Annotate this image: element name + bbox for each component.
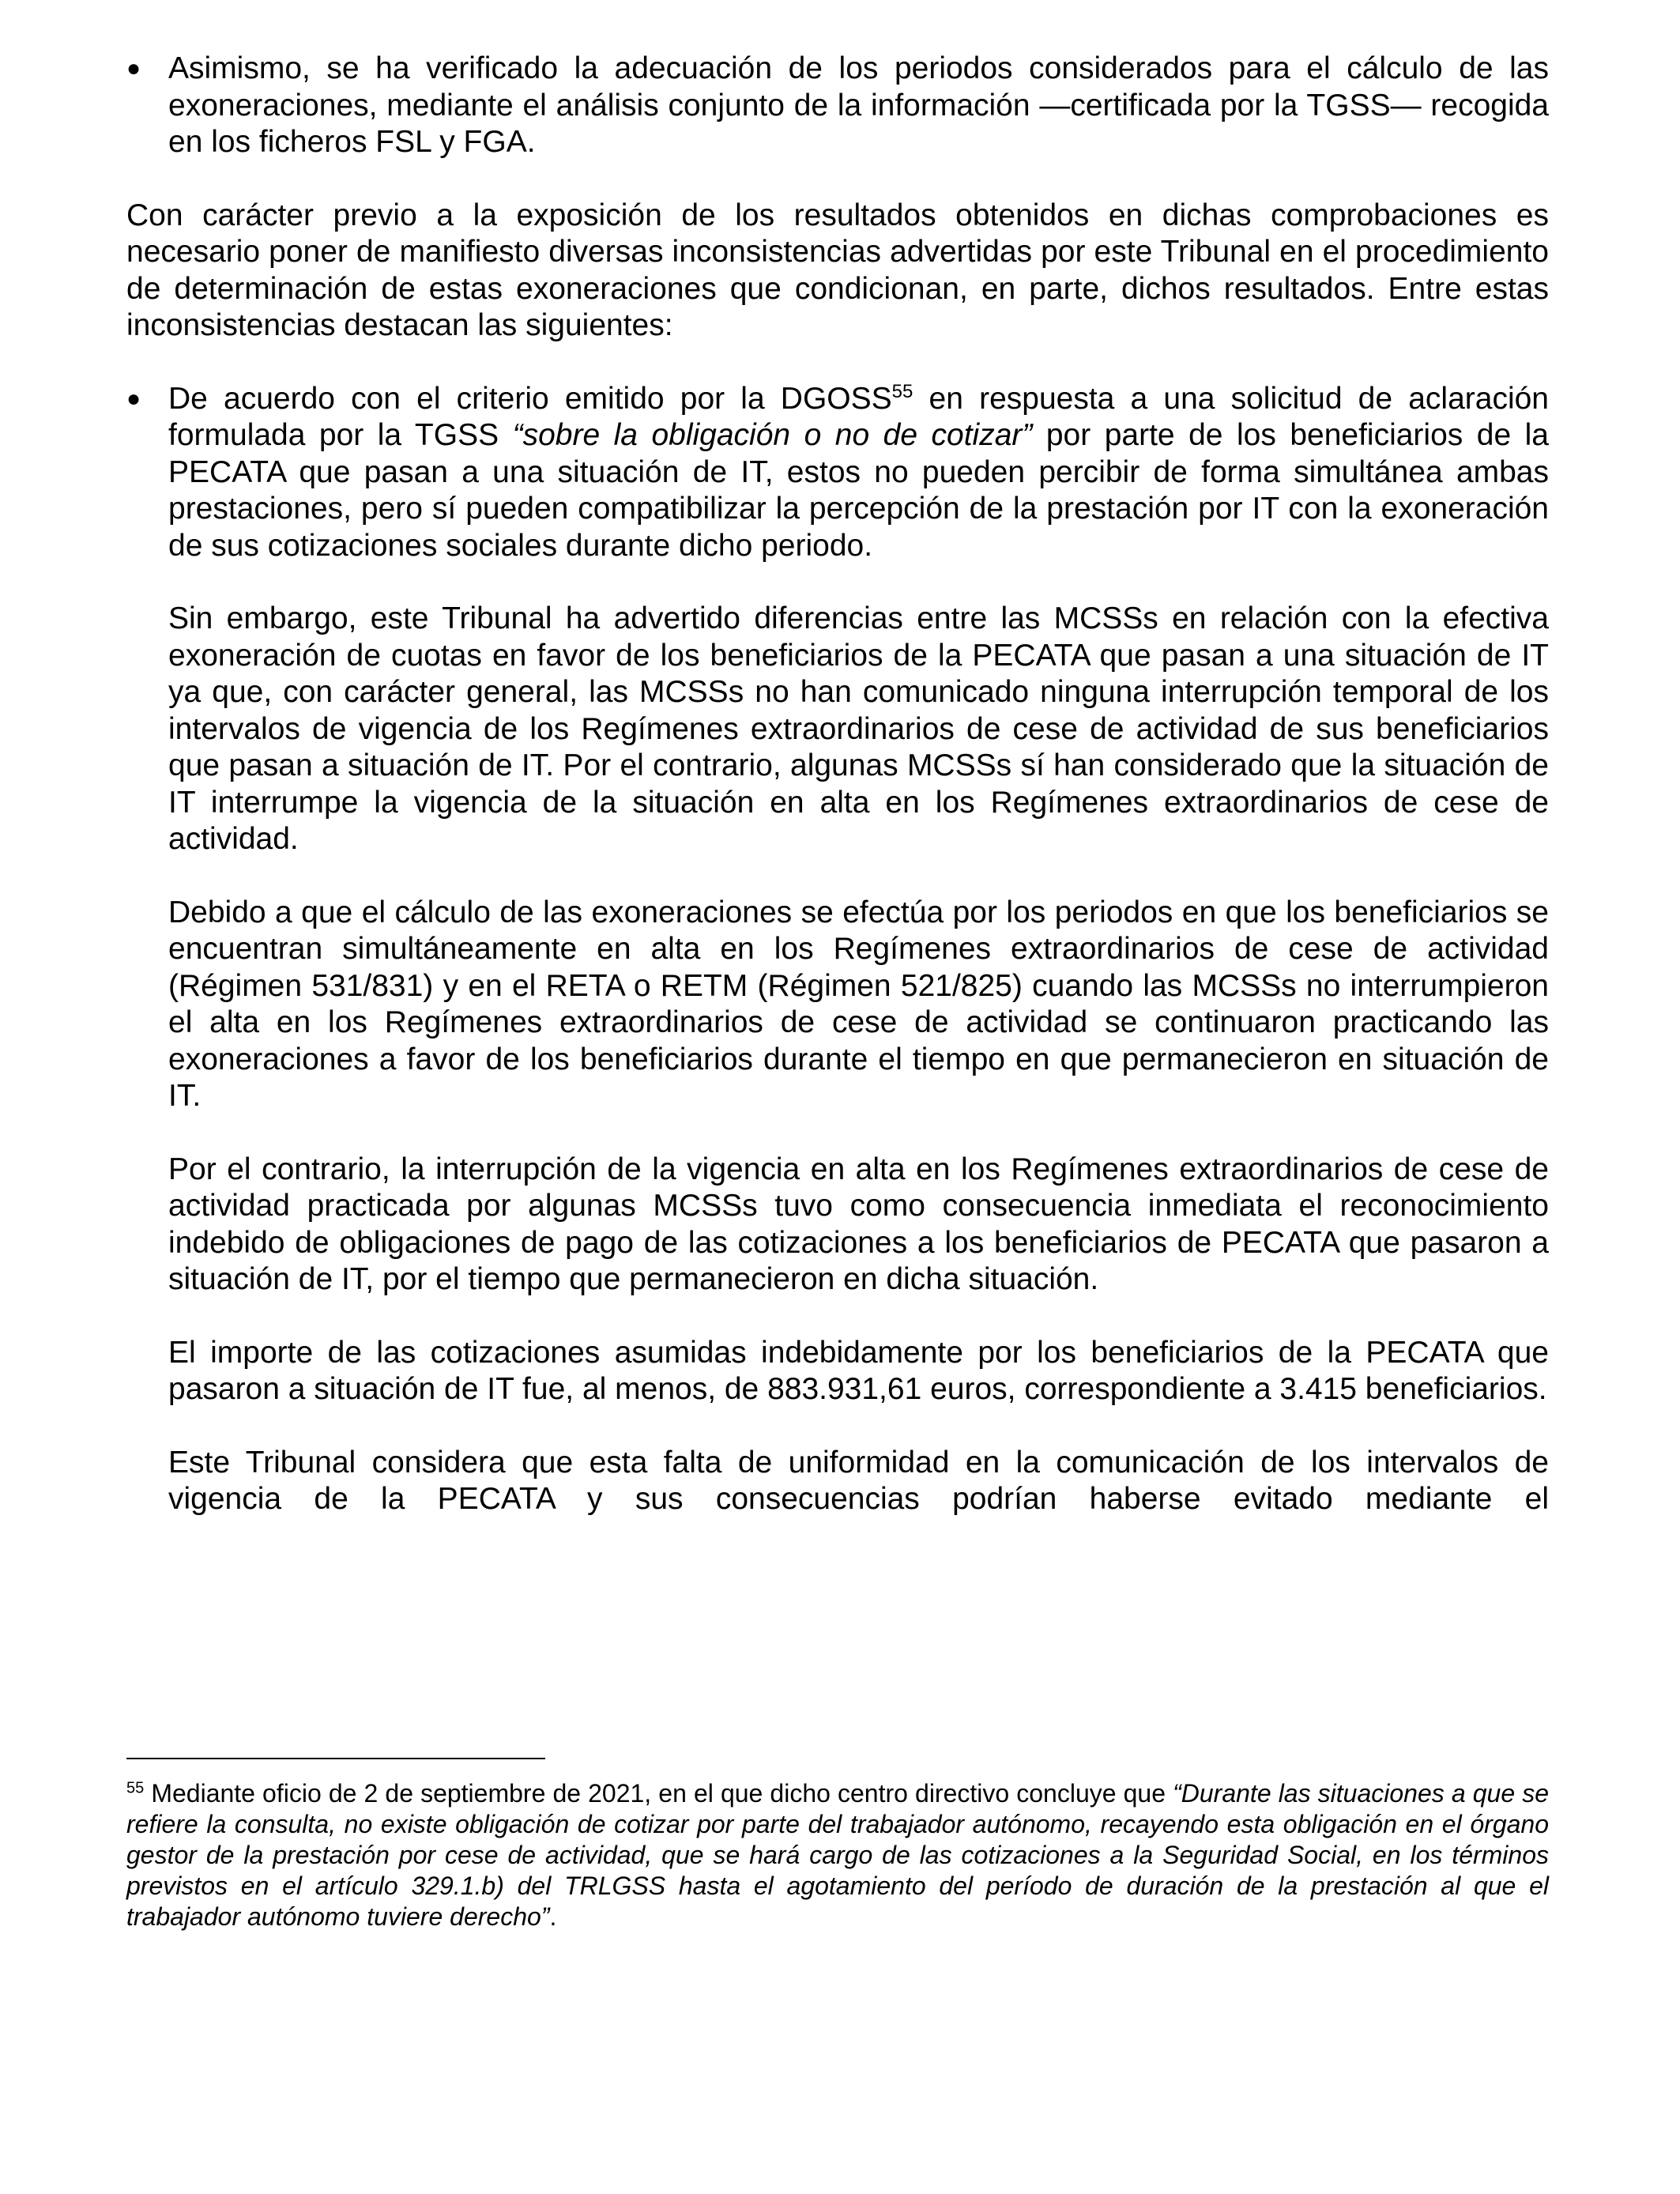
bullet-item-verification bbox=[126, 51, 1549, 161]
paragraph-calculation: Debido a que el cálculo de las exoneraciones se efectúa por los periodos en que los beneficiarios se encuentran simultáneamente en alta en los Regímenes extraordinarios de cese de actividad (Régimen 531/831) y en el RETA o RETM (Régimen 521/825) cuando las MCSSs no interrumpieron el alta en los Regímenes extraordinarios de cese de actividad se continuaron practicando las exoneraciones a favor de los beneficiarios durante el tiempo en que permanecieron en situación de IT. bbox=[168, 895, 1549, 1113]
document-body bbox=[126, 51, 1549, 1518]
bullet-icon: ● bbox=[126, 385, 141, 412]
bullet-text-quote: “sobre la obligación o no de cotizar” bbox=[512, 418, 1033, 452]
paragraph-amount: El importe de las cotizaciones asumidas indebidamente por los beneficiarios de la PECATA que pasaron a situación de IT fue, al menos, de 883.931,61 euros, correspondiente a 3.415 beneficiarios. bbox=[168, 1335, 1549, 1406]
indented-paragraphs bbox=[126, 601, 1549, 1518]
bullet-text bbox=[168, 381, 1549, 565]
paragraph-differences: Sin embargo, este Tribunal ha advertido diferencias entre las MCSSs en relación con la efectiva exoneración de cuotas en favor de los beneficiarios de la PECATA que pasan a una situación de IT ya que, con carácter general, las MCSSs no han comunicado ninguna interrupción temporal de los intervalos de vigencia de los Regímenes extraordinarios de cese de actividad de sus beneficiarios que pasan a situación de IT. Por el contrario, algunas MCSSs sí han considerado que la situación de IT interrumpe la vigencia de la situación en alta en los Regímenes extraordinarios de cese de actividad. bbox=[168, 601, 1549, 856]
footnote-quote: “Durante las situaciones a que se refiere la consulta, no existe obligación de cotizar por parte del trabajador autónomo, recayendo esta obligación en el órgano gestor de la prestación por cese de actividad, que se hará cargo de las cotizaciones a la Seguridad Social, en los términos previstos en el artículo 329.1.b) del TRLGSS hasta el agotamiento del período de duración de la prestación al que el trabajador autónomo tuviere derecho” bbox=[126, 1779, 1550, 1931]
paragraph-uniformity: Este Tribunal considera que esta falta de uniformidad en la comunicación de los intervalos de vigencia de la PECATA y sus consecuencias podrían haberse evitado mediante el bbox=[168, 1445, 1549, 1516]
footnote-separator bbox=[126, 1758, 545, 1759]
bullet-text-part-2: en respuesta a una solicitud de aclaración formulada por la TGSS bbox=[168, 381, 1549, 452]
paragraph-interruption: Por el contrario, la interrupción de la vigencia en alta en los Regímenes extraordinarios de cese de actividad practicada por algunas MCSSs tuvo como consecuencia inmediata el reconocimiento indebido de obligaciones de pago de las cotizaciones a los beneficiarios de PECATA que pasaron a situación de IT, por el tiempo que permanecieron en dicha situación. bbox=[168, 1152, 1549, 1296]
bullet-text-part-1: De acuerdo con el criterio emitido por la DGOSS bbox=[168, 381, 892, 416]
bullet-text: Asimismo, se ha verificado la adecuación de los periodos considerados para el cálculo de las exoneraciones, mediante el análisis conjunto de la información —certificada por la TGSS— recogida en los ficheros FSL y FGA. bbox=[168, 51, 1549, 159]
footnote-end: . bbox=[549, 1902, 557, 1931]
intro-paragraph: Con carácter previo a la exposición de los resultados obtenidos en dichas comprobaciones es necesario poner de manifiesto diversas inconsistencias advertidas por este Tribunal en el procedimiento de determinación de estas exoneraciones que condicionan, en parte, dichos resultados. Entre estas inconsistencias destacan las siguientes: bbox=[126, 198, 1549, 342]
footnote-text: Mediante oficio de 2 de septiembre de 2021, en el que dicho centro directivo concluye que bbox=[144, 1779, 1173, 1808]
bullet-icon: ● bbox=[126, 55, 141, 81]
footnote-reference: 55 bbox=[891, 380, 913, 402]
footnote bbox=[126, 1778, 1549, 1932]
bullet-text-part-3: por parte de los beneficiarios de la PECATA que pasan a una situación de IT, estos no pueden percibir de forma simultánea ambas prestaciones, pero sí pueden compatibilizar la percepción de la prestación por IT con la exoneración de sus cotizaciones sociales durante dicho periodo. bbox=[168, 418, 1549, 563]
bullet-item-dgoss-criterion bbox=[126, 381, 1549, 565]
footnote-number: 55 bbox=[126, 1779, 145, 1797]
